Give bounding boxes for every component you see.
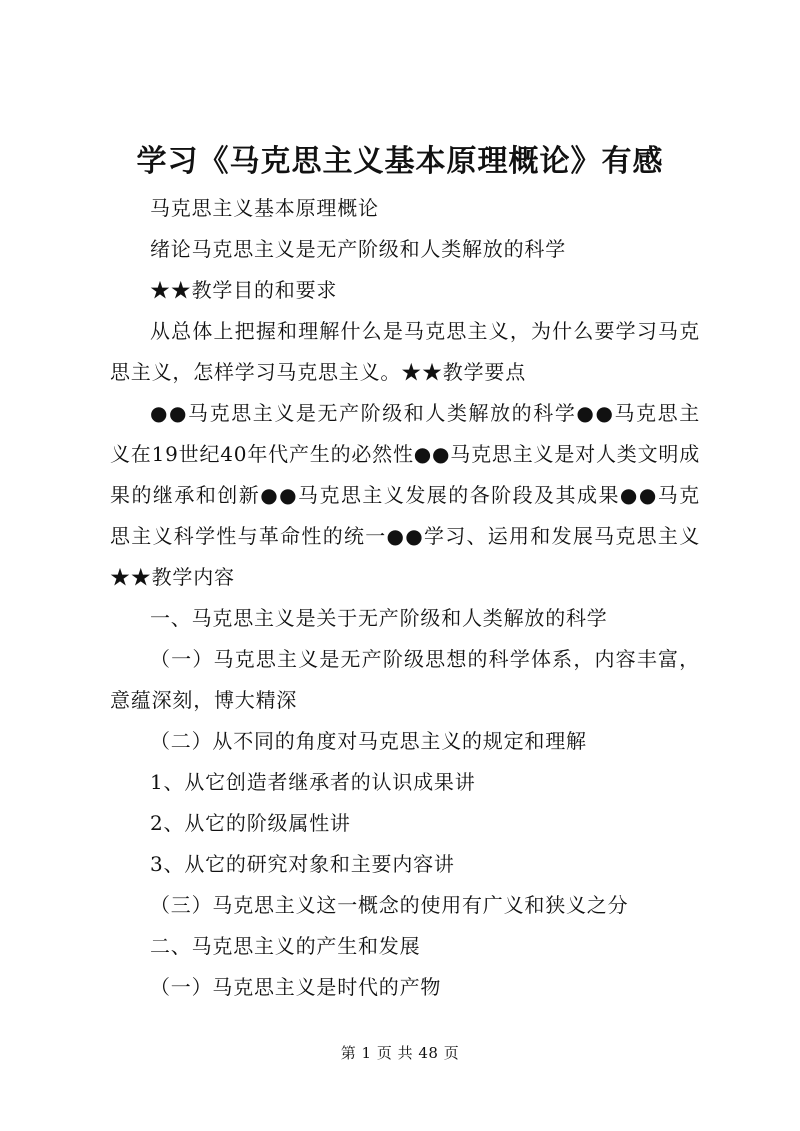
paragraph: （一）马克思主义是时代的产物 xyxy=(150,975,442,999)
paragraph: （一）马克思主义是无产阶级思想的科学体系，内容丰富，意蕴深刻，博大精深 xyxy=(110,647,700,712)
paragraph: （三）马克思主义这一概念的使用有广义和狭义之分 xyxy=(150,893,629,917)
paragraph: 3、从它的研究对象和主要内容讲 xyxy=(150,852,455,876)
paragraph: 马克思主义基本原理概论 xyxy=(150,196,379,220)
paragraph: ★★教学目的和要求 xyxy=(150,278,338,302)
page-number-footer: 第 1 页 共 48 页 xyxy=(340,1044,460,1062)
paragraph: 从总体上把握和理解什么是马克思主义，为什么要学习马克思主义，怎样学习马克思主义。★★教学要点 xyxy=(110,319,700,384)
document-title: 学习《马克思主义基本原理概论》有感 xyxy=(136,144,664,179)
paragraph: 绪论马克思主义是无产阶级和人类解放的科学 xyxy=(150,237,566,261)
document-body xyxy=(110,188,700,1008)
paragraph: 二、马克思主义的产生和发展 xyxy=(150,934,421,958)
paragraph: 2、从它的阶级属性讲 xyxy=(150,811,351,835)
paragraph: （二）从不同的角度对马克思主义的规定和理解 xyxy=(150,729,587,753)
paragraph: ●●马克思主义是无产阶级和人类解放的科学●●马克思主义在19世纪40年代产生的必然性●●马克思主义是对人类文明成果的继承和创新●●马克思主义发展的各阶段及其成果●●马克思主义科学性与革命性的统一●●学习、运用和发展马克思主义★★教学内容 xyxy=(110,401,700,589)
paragraph: 1、从它创造者继承者的认识成果讲 xyxy=(150,770,476,794)
paragraph: 一、马克思主义是关于无产阶级和人类解放的科学 xyxy=(150,606,608,630)
